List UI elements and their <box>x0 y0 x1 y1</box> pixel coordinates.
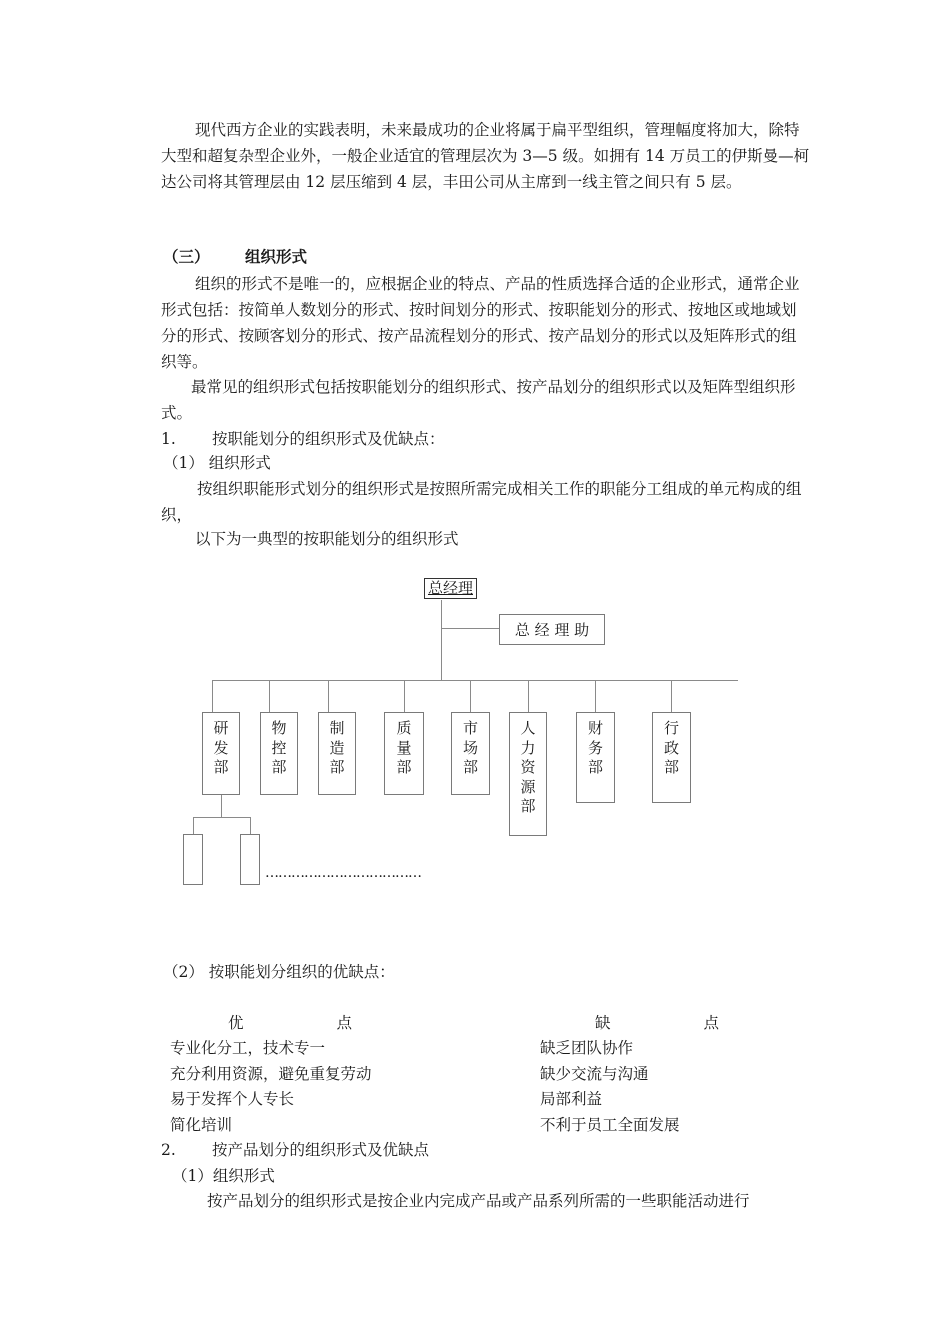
section-number: （三） <box>163 247 210 266</box>
dept-connector <box>328 680 329 712</box>
paragraph-typical-example: 以下为一典型的按职能划分的组织形式 <box>195 530 459 548</box>
rd-sub-box <box>240 834 260 885</box>
paragraph-functional-definition: 按组织职能形式划分的组织形式是按照所需完成相关工作的职能分工组成的单元构成的组织， <box>161 480 802 524</box>
section-title: 组织形式 <box>245 247 308 266</box>
heading-1-text: 按职能划分的组织形式及优缺点： <box>212 430 445 448</box>
org-assistant-label: 总 经 理 助 <box>514 621 590 639</box>
paragraph-common-forms: 最常见的组织形式包括按职能划分的组织形式、按产品划分的组织形式以及矩阵型组织形式。 <box>161 378 796 422</box>
dept-connector <box>470 680 471 712</box>
dept-label-hr: 人力资源部 <box>520 719 536 815</box>
rd-sub-connector <box>250 817 251 834</box>
heading-2-text: 按产品划分的组织形式及优缺点 <box>212 1141 430 1159</box>
dept-connector <box>595 680 596 712</box>
heading-2-number: 2. <box>161 1141 176 1159</box>
pros-item: 简化培训 <box>170 1116 233 1134</box>
heading-1-number: 1. <box>161 430 176 448</box>
dept-connector <box>212 680 213 712</box>
cons-item: 缺少交流与沟通 <box>540 1065 649 1083</box>
dept-connector <box>528 680 529 712</box>
org-ellipsis: ……………………………… <box>265 865 421 881</box>
cons-item: 不利于员工全面发展 <box>540 1116 680 1134</box>
org-top-box <box>424 578 477 599</box>
pros-item: 专业化分工，技术专一 <box>170 1039 326 1057</box>
cons-header: 缺 点 <box>595 1014 720 1032</box>
dept-label-marketing: 市场部 <box>462 719 478 776</box>
paragraph-flat-organization: 现代西方企业的实践表明，未来最成功的企业将属于扁平型组织，管理幅度将加大，除特大型和超复杂型企业外，一般企业适宜的管理层次为 3—5 级。如拥有 14 万员工的伊斯曼—柯达公司将其管理层由 12 层压缩到 4 层，丰田公司从主席到一线主管之间只有 5 层。 <box>161 121 810 191</box>
dept-label-materials: 物控部 <box>271 719 287 776</box>
rd-sub-box <box>183 834 203 885</box>
dept-box-admin <box>652 712 691 803</box>
dept-box-hr <box>509 712 547 836</box>
dept-box-materials <box>260 712 298 795</box>
rd-sub-connector <box>193 817 194 834</box>
dept-connector <box>404 680 405 712</box>
cons-item: 缺乏团队协作 <box>540 1039 634 1057</box>
org-top-label: 总经理 <box>427 579 473 597</box>
pros-item: 易于发挥个人专长 <box>170 1090 295 1108</box>
rd-sub-bus <box>193 817 250 818</box>
dept-connector <box>269 680 270 712</box>
pros-item: 充分利用资源，避免重复劳动 <box>170 1065 372 1083</box>
org-assistant-box <box>499 614 605 645</box>
paragraph-product-definition: 按产品划分的组织形式是按企业内完成产品或产品系列所需的一些职能活动进行 <box>207 1192 750 1210</box>
subheading-1b: （2） 按职能划分组织的优缺点： <box>163 963 395 981</box>
dept-label-quality: 质量部 <box>396 719 412 776</box>
org-assistant-connector <box>441 628 499 629</box>
dept-box-finance <box>576 712 615 803</box>
dept-label-manufacturing: 制造部 <box>329 719 345 776</box>
org-department-bus <box>212 680 738 681</box>
subheading-2a: （1）组织形式 <box>172 1167 275 1185</box>
dept-connector <box>671 680 672 712</box>
paragraph-organization-forms: 组织的形式不是唯一的，应根据企业的特点、产品的性质选择合适的企业形式，通常企业形式包括：按简单人数划分的形式、按时间划分的形式、按职能划分的形式、按地区或地域划分的形式、按顾客划分的形式、按产品流程划分的形式、按产品划分的形式以及矩阵形式的组织等。 <box>161 275 800 371</box>
subheading-1a: （1） 组织形式 <box>163 454 271 472</box>
dept-box-marketing <box>451 712 490 795</box>
dept-box-manufacturing <box>318 712 356 795</box>
dept-box-quality <box>384 712 424 795</box>
dept-box-rd <box>202 712 240 795</box>
dept-label-admin: 行政部 <box>663 719 679 776</box>
dept-label-rd: 研发部 <box>213 719 229 776</box>
pros-header: 优 点 <box>228 1014 353 1032</box>
org-trunk-line <box>441 600 442 680</box>
cons-item: 局部利益 <box>540 1090 603 1108</box>
dept-label-finance: 财务部 <box>587 719 603 776</box>
rd-sub-trunk <box>221 795 222 817</box>
